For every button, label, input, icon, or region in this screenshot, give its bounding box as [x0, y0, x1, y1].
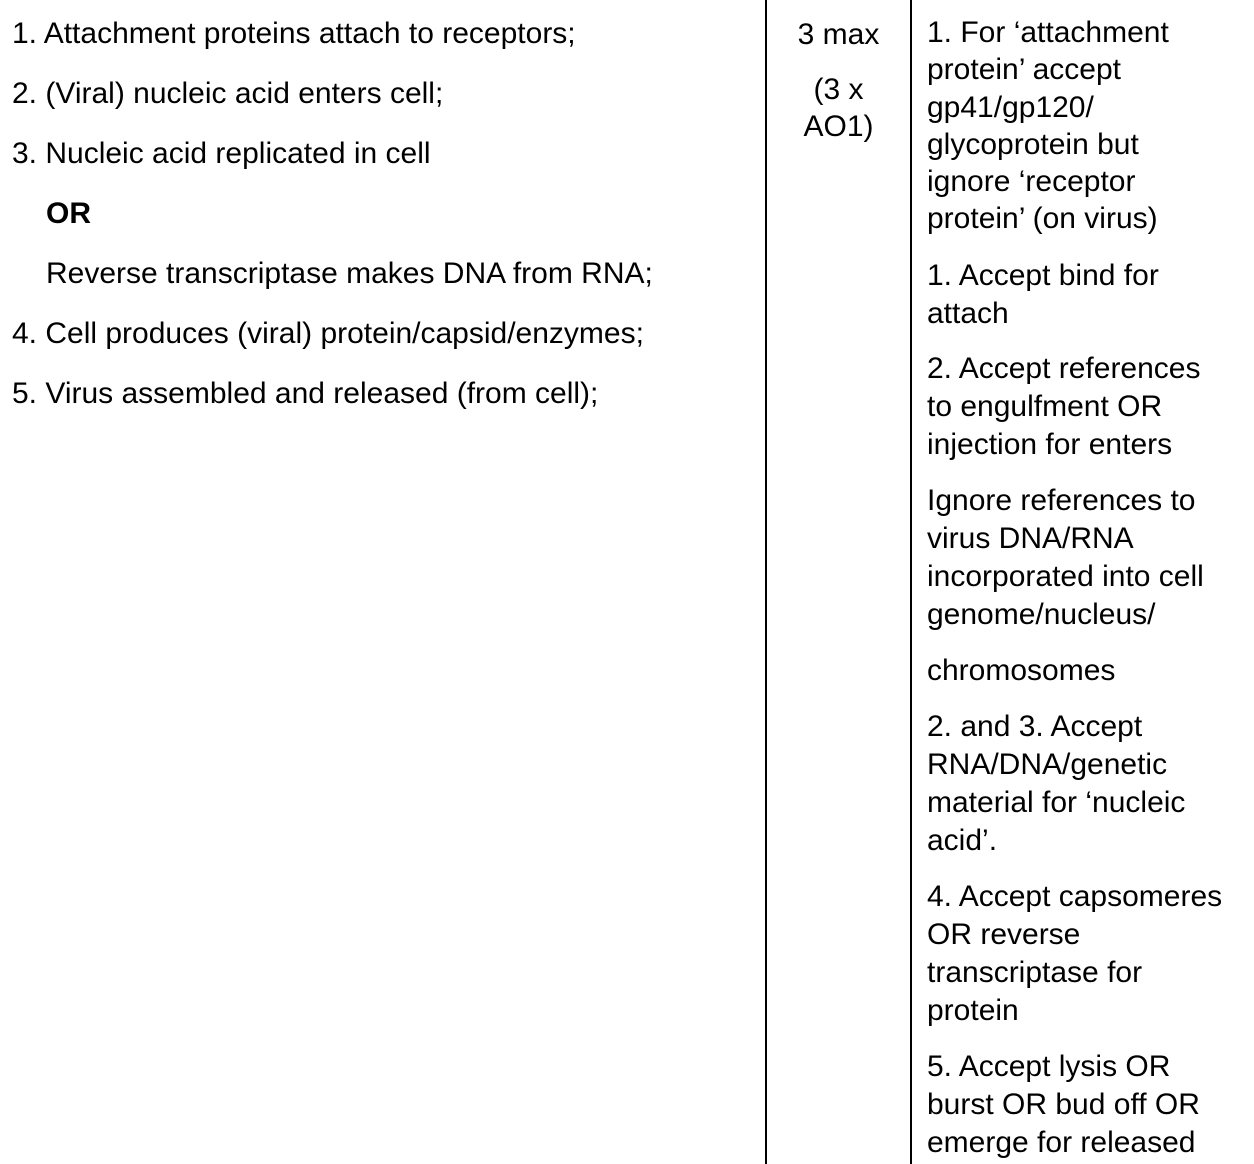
marks-ao-line-2: AO1): [803, 110, 874, 143]
marking-point-3: 3. Nucleic acid replicated in cell: [12, 137, 431, 170]
guidance-line: transcriptase for: [927, 956, 1143, 989]
guidance-line: protein’ accept: [927, 53, 1122, 86]
guidance-line: Ignore references to: [927, 484, 1196, 517]
guidance-line: acid’.: [927, 824, 998, 857]
marking-point-2: 2. (Viral) nucleic acid enters cell;: [12, 77, 444, 110]
marking-point-5: 5. Virus assembled and released (from cell);: [12, 377, 599, 410]
guidance-line: RNA/DNA/genetic: [927, 748, 1168, 781]
guidance-line: 1. For ‘attachment: [927, 16, 1169, 49]
guidance-line: gp41/gp120/: [927, 91, 1094, 124]
guidance-line: burst OR bud off OR: [927, 1088, 1200, 1121]
marks-max: 3 max: [797, 18, 880, 51]
column-divider-left: [765, 0, 767, 1164]
guidance-line: protein’ (on virus): [927, 202, 1158, 235]
guidance-line: 1. Accept bind for: [927, 259, 1159, 292]
marking-point-1: 1. Attachment proteins attach to receptors;: [12, 17, 576, 50]
guidance-line: material for ‘nucleic: [927, 786, 1186, 819]
guidance-line: attach: [927, 297, 1009, 330]
guidance-line: OR reverse: [927, 918, 1081, 951]
guidance-line: genome/nucleus/: [927, 598, 1156, 631]
guidance-line: incorporated into cell: [927, 560, 1204, 593]
guidance-line: injection for enters: [927, 428, 1173, 461]
guidance-line: emerge for released: [927, 1126, 1196, 1159]
guidance-line: 2. Accept references: [927, 352, 1201, 385]
marking-point-3-alternative: Reverse transcriptase makes DNA from RNA;: [46, 257, 653, 290]
guidance-line: protein: [927, 994, 1019, 1027]
marks-ao-line-1: (3 x: [813, 73, 864, 106]
marking-point-or: OR: [46, 197, 91, 230]
guidance-line: chromosomes: [927, 654, 1116, 687]
guidance-line: virus DNA/RNA: [927, 522, 1134, 555]
marking-point-4: 4. Cell produces (viral) protein/capsid/enzymes;: [12, 317, 644, 350]
guidance-line: 5. Accept lysis OR: [927, 1050, 1171, 1083]
guidance-line: 2. and 3. Accept: [927, 710, 1143, 743]
column-divider-right: [910, 0, 912, 1164]
guidance-line: ignore ‘receptor: [927, 165, 1136, 198]
guidance-line: glycoprotein but: [927, 128, 1139, 161]
guidance-line: 4. Accept capsomeres: [927, 880, 1223, 913]
guidance-line: to engulfment OR: [927, 390, 1163, 423]
